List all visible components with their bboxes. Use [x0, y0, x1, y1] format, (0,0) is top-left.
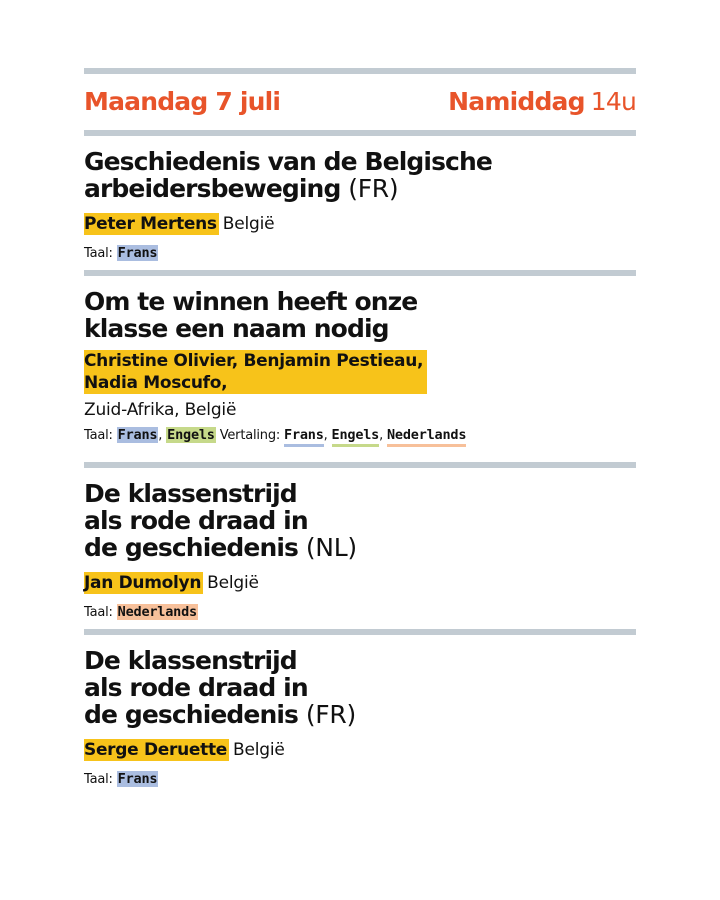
speaker-country: Zuid-Afrika, België — [84, 400, 237, 420]
session-2 — [84, 276, 636, 462]
speaker-name: Nadia Moscufo, — [84, 373, 228, 393]
language-info — [84, 770, 636, 789]
speaker-country: België — [233, 740, 285, 760]
title-line: arbeidersbeweging — [84, 174, 341, 203]
language-info — [84, 244, 636, 263]
speaker-country: België — [207, 573, 259, 593]
language-tag-fr: Frans — [117, 427, 158, 443]
language-tag-nl: Nederlands — [117, 604, 197, 620]
session-1 — [84, 136, 636, 270]
language-label: Taal: — [84, 772, 113, 787]
language-tag-en: Engels — [167, 427, 215, 443]
title-line: de geschiedenis — [84, 700, 299, 729]
speakers-line — [84, 738, 636, 762]
title-line: De klassenstrijd — [84, 646, 297, 675]
session-3 — [84, 468, 636, 629]
translation-tag-fr: Frans — [284, 427, 324, 447]
speaker-name: Christine Olivier, Benjamin Pestieau, — [84, 351, 424, 371]
title-line: als rode draad in — [84, 506, 308, 535]
language-tag-fr: Frans — [117, 771, 158, 787]
title-line: klasse een naam nodig — [84, 314, 389, 343]
speakers-line — [84, 212, 636, 236]
session-4 — [84, 635, 636, 796]
language-label: Taal: — [84, 428, 113, 443]
speaker-name: Peter Mertens — [84, 214, 217, 234]
language-label: Taal: — [84, 246, 113, 261]
title-language: (FR) — [305, 700, 356, 729]
language-tag-fr: Frans — [117, 245, 158, 261]
part-of-day: Namiddag — [448, 87, 585, 116]
session-title — [84, 288, 636, 342]
title-line: Geschiedenis van de Belgische — [84, 147, 492, 176]
session-title — [84, 480, 636, 561]
speaker-names — [84, 350, 427, 394]
speaker-name: Jan Dumolyn — [84, 573, 202, 593]
language-info — [84, 603, 636, 622]
title-line: als rode draad in — [84, 673, 308, 702]
title-language: (FR) — [348, 174, 399, 203]
hour-label: 14u — [590, 87, 636, 116]
day-label: Maandag 7 juli — [84, 87, 281, 116]
session-title — [84, 647, 636, 728]
speakers-line — [84, 571, 636, 595]
language-info: Taal: Frans, Engels Vertaling: Frans, Engels, Nederlands — [84, 426, 636, 445]
speaker-country: België — [222, 214, 275, 234]
program-header — [84, 74, 636, 130]
speaker-name: Serge Deruette — [84, 740, 228, 760]
title-language: (NL) — [305, 533, 357, 562]
language-label: Taal: — [84, 605, 113, 620]
translation-label: Vertaling: — [219, 428, 281, 443]
translation-tag-en: Engels — [332, 427, 380, 447]
session-title — [84, 148, 636, 202]
title-line: de geschiedenis — [84, 533, 299, 562]
program-page — [84, 68, 636, 796]
title-line: Om te winnen heeft onze — [84, 287, 418, 316]
title-line: De klassenstrijd — [84, 479, 297, 508]
time-slot — [448, 74, 636, 130]
translation-tag-nl: Nederlands — [387, 427, 466, 447]
